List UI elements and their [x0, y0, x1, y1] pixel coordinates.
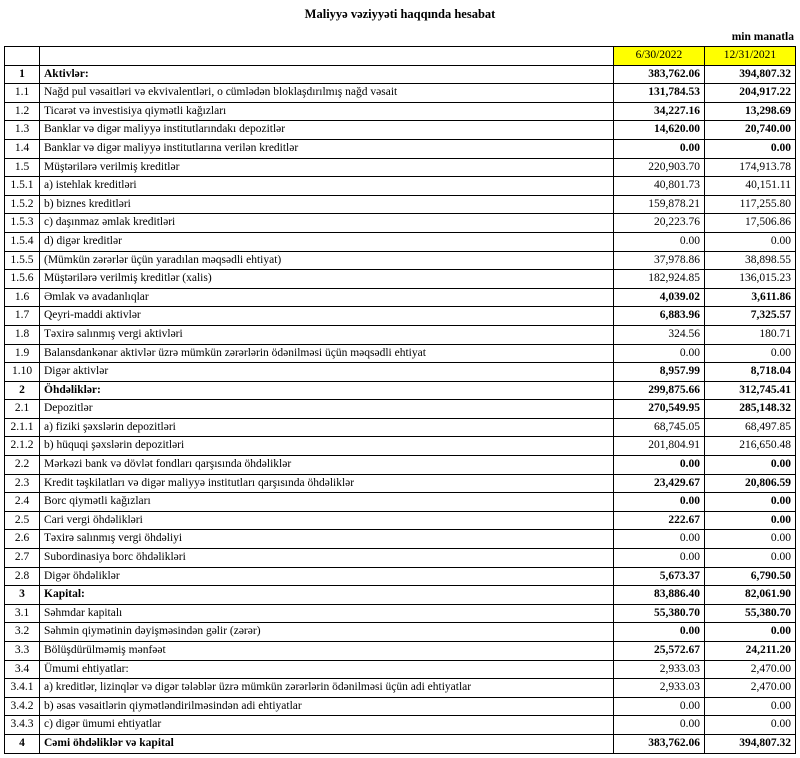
table-row	[5, 65, 796, 84]
row-value-2022: 4,039.02	[614, 288, 705, 307]
row-value-2022: 383,762.06	[614, 65, 705, 84]
row-value-2022: 0.00	[614, 530, 705, 549]
row-value-2022: 0.00	[614, 232, 705, 251]
table-row	[5, 418, 796, 437]
row-value-2021: 312,745.41	[705, 381, 796, 400]
row-value-2022: 23,429.67	[614, 474, 705, 493]
row-value-2021: 68,497.85	[705, 418, 796, 437]
row-value-2022: 383,762.06	[614, 734, 705, 753]
row-label: b) biznes kreditləri	[40, 195, 614, 214]
table-row	[5, 177, 796, 196]
table-row	[5, 344, 796, 363]
row-value-2022: 68,745.05	[614, 418, 705, 437]
table-body	[5, 65, 796, 753]
row-number: 1.8	[5, 325, 40, 344]
table-row	[5, 697, 796, 716]
row-value-2021: 216,650.48	[705, 437, 796, 456]
table-row	[5, 121, 796, 140]
row-value-2022: 2,933.03	[614, 660, 705, 679]
row-number: 1.5.6	[5, 270, 40, 289]
row-label: Ümumi ehtiyatlar:	[40, 660, 614, 679]
row-number: 2.1.2	[5, 437, 40, 456]
row-value-2022: 182,924.85	[614, 270, 705, 289]
row-label: Borc qiymətli kağızları	[40, 493, 614, 512]
row-label: Müştərilərə verilmiş kreditlər	[40, 158, 614, 177]
table-row	[5, 232, 796, 251]
row-number: 2.2	[5, 456, 40, 475]
row-value-2021: 0.00	[705, 232, 796, 251]
row-number: 1.4	[5, 139, 40, 158]
table-row	[5, 660, 796, 679]
row-label: Müştərilərə verilmiş kreditlər (xalis)	[40, 270, 614, 289]
row-value-2021: 204,917.22	[705, 84, 796, 103]
row-number: 1.5.4	[5, 232, 40, 251]
table-row	[5, 158, 796, 177]
row-value-2022: 131,784.53	[614, 84, 705, 103]
row-value-2022: 0.00	[614, 344, 705, 363]
row-label: a) istehlak kreditləri	[40, 177, 614, 196]
row-number: 3.3	[5, 642, 40, 661]
row-value-2021: 13,298.69	[705, 102, 796, 121]
table-row	[5, 288, 796, 307]
row-value-2022: 0.00	[614, 456, 705, 475]
row-value-2021: 0.00	[705, 697, 796, 716]
row-value-2021: 20,740.00	[705, 121, 796, 140]
row-value-2022: 324.56	[614, 325, 705, 344]
row-value-2021: 394,807.32	[705, 65, 796, 84]
table-row	[5, 567, 796, 586]
row-number: 1.5.3	[5, 214, 40, 233]
row-number: 1.9	[5, 344, 40, 363]
row-number: 2.3	[5, 474, 40, 493]
row-label: Depozitlər	[40, 400, 614, 419]
table-row	[5, 679, 796, 698]
row-value-2021: 55,380.70	[705, 604, 796, 623]
row-number: 2.1	[5, 400, 40, 419]
table-row	[5, 604, 796, 623]
table-row	[5, 734, 796, 753]
table-row	[5, 84, 796, 103]
row-value-2021: 2,470.00	[705, 679, 796, 698]
header-col-date-2021: 12/31/2021	[705, 47, 796, 66]
row-value-2021: 17,506.86	[705, 214, 796, 233]
table-row	[5, 511, 796, 530]
page-title: Maliyyə vəziyyəti haqqında hesabat	[304, 7, 496, 21]
row-value-2022: 0.00	[614, 549, 705, 568]
row-value-2021: 0.00	[705, 530, 796, 549]
row-label: b) hüquqi şəxslərin depozitləri	[40, 437, 614, 456]
table-header	[5, 47, 796, 66]
row-value-2022: 5,673.37	[614, 567, 705, 586]
table-row	[5, 642, 796, 661]
row-number: 3.4.3	[5, 716, 40, 735]
row-label: Qeyri-maddi aktivlər	[40, 307, 614, 326]
table-row	[5, 530, 796, 549]
table-row	[5, 102, 796, 121]
row-value-2021: 6,790.50	[705, 567, 796, 586]
row-value-2022: 159,878.21	[614, 195, 705, 214]
row-value-2021: 24,211.20	[705, 642, 796, 661]
row-label: Mərkəzi bank və dövlət fondları qarşısında öhdəliklər	[40, 456, 614, 475]
table-row	[5, 195, 796, 214]
row-number: 2.6	[5, 530, 40, 549]
row-label: Nağd pul vəsaitləri və ekvivalentləri, o cümlədən bloklaşdırılmış nağd vəsait	[40, 84, 614, 103]
row-label: Aktivlər:	[40, 65, 614, 84]
table-row	[5, 716, 796, 735]
row-value-2022: 8,957.99	[614, 363, 705, 382]
row-value-2021: 0.00	[705, 456, 796, 475]
row-label: Səhmdar kapitalı	[40, 604, 614, 623]
table-row	[5, 456, 796, 475]
table-row	[5, 493, 796, 512]
table-row	[5, 586, 796, 605]
row-value-2021: 0.00	[705, 549, 796, 568]
table-row	[5, 214, 796, 233]
row-value-2021: 136,015.23	[705, 270, 796, 289]
row-number: 1.5.5	[5, 251, 40, 270]
row-value-2021: 180.71	[705, 325, 796, 344]
row-label: Banklar və digər maliyyə institutlarındakı depozitlər	[40, 121, 614, 140]
row-label: Səhmin qiymətinin dəyişməsindən gəlir (zərər)	[40, 623, 614, 642]
row-value-2021: 0.00	[705, 511, 796, 530]
row-value-2021: 0.00	[705, 623, 796, 642]
table-row	[5, 139, 796, 158]
row-value-2021: 8,718.04	[705, 363, 796, 382]
row-value-2021: 2,470.00	[705, 660, 796, 679]
row-label: Bölüşdürülməmiş mənfəət	[40, 642, 614, 661]
row-label: Balansdankənar aktivlər üzrə mümkün zərərlərin ödənilməsi üçün məqsədli ehtiyat	[40, 344, 614, 363]
row-number: 4	[5, 734, 40, 753]
row-number: 3.4.2	[5, 697, 40, 716]
row-label: c) digər ümumi ehtiyatlar	[40, 716, 614, 735]
header-cell-empty-number	[5, 47, 40, 66]
row-value-2022: 201,804.91	[614, 437, 705, 456]
row-value-2022: 14,620.00	[614, 121, 705, 140]
row-label: Digər aktivlər	[40, 363, 614, 382]
row-value-2022: 2,933.03	[614, 679, 705, 698]
row-label: a) kreditlər, lizinqlər və digər tələblər üzrə mümkün zərərlərin ödənilməsi üçün adi ehtiyatlar	[40, 679, 614, 698]
row-value-2022: 37,978.86	[614, 251, 705, 270]
row-number: 3.4	[5, 660, 40, 679]
row-number: 3	[5, 586, 40, 605]
row-label: Təxirə salınmış vergi öhdəliyi	[40, 530, 614, 549]
row-number: 2.1.1	[5, 418, 40, 437]
row-value-2021: 3,611.86	[705, 288, 796, 307]
row-label: b) əsas vəsaitlərin qiymətləndirilməsindən adi ehtiyatlar	[40, 697, 614, 716]
row-value-2022: 55,380.70	[614, 604, 705, 623]
table-row	[5, 270, 796, 289]
row-value-2021: 20,806.59	[705, 474, 796, 493]
row-number: 3.2	[5, 623, 40, 642]
table-row	[5, 437, 796, 456]
row-value-2021: 0.00	[705, 139, 796, 158]
row-number: 3.4.1	[5, 679, 40, 698]
row-value-2022: 25,572.67	[614, 642, 705, 661]
row-value-2022: 0.00	[614, 716, 705, 735]
row-value-2021: 82,061.90	[705, 586, 796, 605]
table-row	[5, 381, 796, 400]
row-value-2022: 20,223.76	[614, 214, 705, 233]
row-label: Cəmi öhdəliklər və kapital	[40, 734, 614, 753]
row-value-2022: 0.00	[614, 493, 705, 512]
row-number: 1.7	[5, 307, 40, 326]
row-label: Öhdəliklər:	[40, 381, 614, 400]
row-label: c) daşınmaz əmlak kreditləri	[40, 214, 614, 233]
row-number: 1.6	[5, 288, 40, 307]
row-value-2021: 0.00	[705, 493, 796, 512]
table-row	[5, 325, 796, 344]
row-label: (Mümkün zərərlər üçün yaradılan məqsədli ehtiyat)	[40, 251, 614, 270]
financial-position-table	[4, 46, 796, 754]
row-value-2022: 83,886.40	[614, 586, 705, 605]
row-number: 1.3	[5, 121, 40, 140]
row-value-2022: 0.00	[614, 697, 705, 716]
header-col-date-2022: 6/30/2022	[614, 47, 705, 66]
row-label: a) fiziki şəxslərin depozitləri	[40, 418, 614, 437]
row-number: 1.1	[5, 84, 40, 103]
table-row	[5, 400, 796, 419]
table-row	[5, 363, 796, 382]
row-label: Subordinasiya borc öhdəlikləri	[40, 549, 614, 568]
row-value-2022: 34,227.16	[614, 102, 705, 121]
table-row	[5, 549, 796, 568]
row-label: Cari vergi öhdəlikləri	[40, 511, 614, 530]
table-row	[5, 623, 796, 642]
row-number: 1.5.1	[5, 177, 40, 196]
row-value-2022: 0.00	[614, 623, 705, 642]
row-number: 1.5.2	[5, 195, 40, 214]
row-label: Kapital:	[40, 586, 614, 605]
row-label: Kredit təşkilatları və digər maliyyə institutları qarşısında öhdəliklər	[40, 474, 614, 493]
row-number: 3.1	[5, 604, 40, 623]
header-cell-empty-label	[40, 47, 614, 66]
table-row	[5, 474, 796, 493]
row-value-2022: 40,801.73	[614, 177, 705, 196]
row-value-2021: 7,325.57	[705, 307, 796, 326]
row-value-2021: 0.00	[705, 716, 796, 735]
row-label: Təxirə salınmış vergi aktivləri	[40, 325, 614, 344]
table-row	[5, 307, 796, 326]
unit-note: min manatla	[731, 31, 794, 43]
row-value-2021: 38,898.55	[705, 251, 796, 270]
row-value-2022: 222.67	[614, 511, 705, 530]
row-label: Digər öhdəliklər	[40, 567, 614, 586]
row-value-2022: 220,903.70	[614, 158, 705, 177]
row-number: 1.2	[5, 102, 40, 121]
row-number: 2.7	[5, 549, 40, 568]
row-label: Ticarət və investisiya qiymətli kağızları	[40, 102, 614, 121]
row-label: d) digər kreditlər	[40, 232, 614, 251]
row-value-2022: 0.00	[614, 139, 705, 158]
row-number: 2.5	[5, 511, 40, 530]
row-number: 2.4	[5, 493, 40, 512]
row-label: Əmlak və avadanlıqlar	[40, 288, 614, 307]
row-value-2022: 299,875.66	[614, 381, 705, 400]
row-value-2021: 394,807.32	[705, 734, 796, 753]
row-number: 1.10	[5, 363, 40, 382]
row-number: 1.5	[5, 158, 40, 177]
row-value-2021: 40,151.11	[705, 177, 796, 196]
row-value-2021: 285,148.32	[705, 400, 796, 419]
row-number: 2.8	[5, 567, 40, 586]
row-label: Banklar və digər maliyyə institutlarına verilən kreditlər	[40, 139, 614, 158]
row-value-2022: 270,549.95	[614, 400, 705, 419]
row-value-2022: 6,883.96	[614, 307, 705, 326]
row-value-2021: 0.00	[705, 344, 796, 363]
row-value-2021: 174,913.78	[705, 158, 796, 177]
table-row	[5, 251, 796, 270]
row-value-2021: 117,255.80	[705, 195, 796, 214]
row-number: 1	[5, 65, 40, 84]
header-row	[5, 47, 796, 66]
row-number: 2	[5, 381, 40, 400]
